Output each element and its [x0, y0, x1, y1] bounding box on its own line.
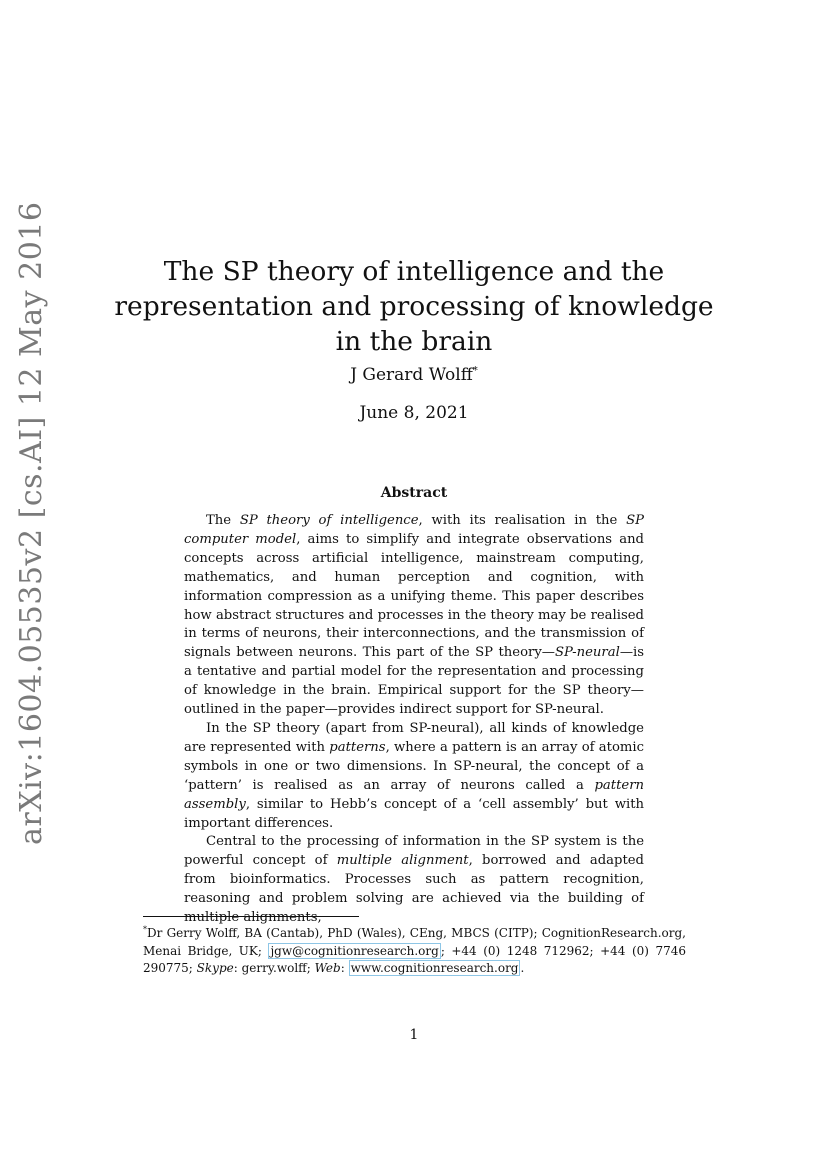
emphasis-sp-computer-model: SP computer model [184, 513, 644, 547]
text-span: In the SP theory (apart from SP-neural), all kinds of knowledge are represented with [184, 720, 644, 755]
abstract-body [184, 512, 644, 928]
email-link[interactable]: jgw@cognitionresearch.org [270, 943, 439, 958]
abstract-heading: Abstract [380, 485, 448, 501]
author-footnote-marker[interactable]: * [472, 365, 478, 377]
author-line [0, 365, 828, 385]
text-span: The [206, 513, 240, 528]
emphasis-sp-theory: SP theory of intelligence [239, 513, 419, 528]
footnote-text: ; +44 (0) 1248 712962; +44 (0) 7746 290775; [143, 943, 686, 975]
footnote [143, 921, 686, 978]
text-span: , aims to simplify and integrate observations and concepts across artificial intelligence, mainstream computing, mathematics, and human perception and cognition, with information compression as a unifying theme. This paper describes how abstract structures and processes in the theory may be realised in terms of neurons, their interconnections, and the transmission of signals between neurons. This part of the SP theory— [184, 531, 645, 661]
website-link[interactable]: www.cognitionresearch.org [350, 961, 519, 975]
text-span: , similar to Hebb’s concept of a ‘cell assembly’ but with important differences. [184, 796, 644, 831]
skype-label: Skype [196, 961, 234, 975]
web-label: Web [314, 961, 341, 975]
emphasis-patterns: patterns [329, 739, 386, 755]
author-name: J Gerard Wolff [350, 365, 473, 385]
emphasis-sp-neural: SP-neural [554, 645, 620, 661]
footnote-text: Dr Gerry Wolff, BA (Cantab), PhD (Wales), CEng, MBCS (CITP); CognitionResearch.org, Menai Bridge, UK; [143, 926, 686, 958]
footnote-marker: * [143, 925, 147, 934]
footnote-text: : [340, 961, 349, 975]
text-span: , where a pattern is an array of atomic symbols in one or two dimensions. In SP-neural, the concept of a ‘pattern’ is realised as an array of neurons called a [184, 739, 644, 793]
footnote-text: : gerry.wolff; [233, 961, 315, 975]
text-span: , borrowed and adapted from bioinformatics. Processes such as pattern recognition, reasoning and problem solving are achieved via the building of multiple alignments, [184, 853, 644, 926]
abstract-paragraph-1 [184, 512, 644, 720]
emphasis-multiple-alignment: multiple alignment [336, 853, 469, 869]
text-span: , with its realisation in the [418, 513, 627, 528]
text-span: —is a tentative and partial model for the representation and processing of knowledge in the brain. Empirical support for the SP theory—outlined in the paper—provides indirect support for SP-neural. [184, 645, 644, 718]
footnote-divider [143, 916, 359, 917]
text-span: Central to the processing of information in the SP system is the powerful concept of [184, 834, 644, 869]
page-number: 1 [409, 1027, 419, 1043]
paper-title: The SP theory of intelligence and the representation and processing of knowledge in the brain [114, 255, 714, 357]
abstract-paragraph-2 [184, 720, 644, 833]
emphasis-pattern-assembly: pattern assembly [184, 777, 644, 812]
arxiv-identifier-stamp: arXiv:1604.05535v2 [cs.AI] 12 May 2016 [14, 201, 49, 845]
footnote-text: . [520, 961, 525, 975]
abstract-paragraph-3 [184, 833, 644, 928]
paper-date: June 8, 2021 [359, 403, 469, 423]
